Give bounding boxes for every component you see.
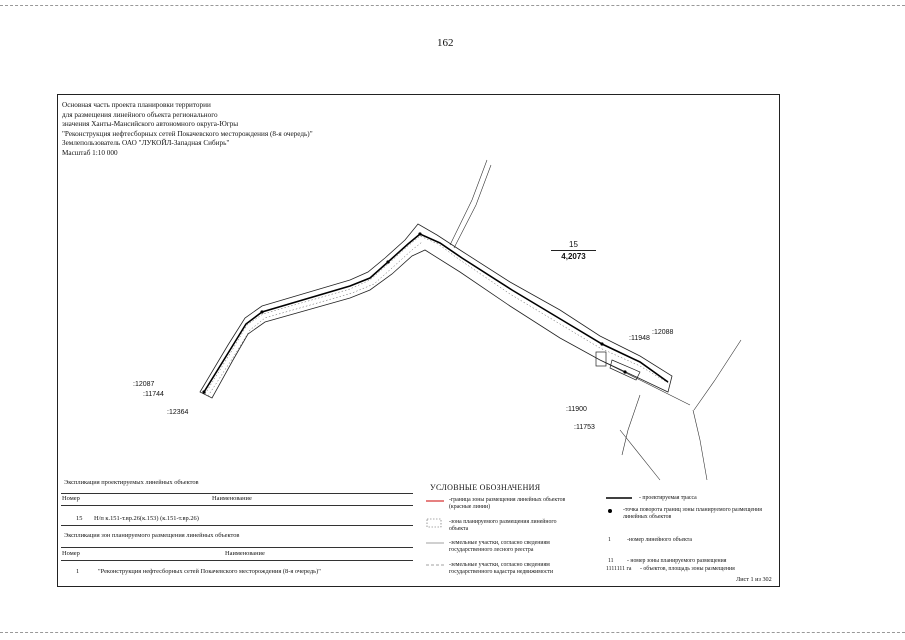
header-line: для размещения линейного объекта регионального [62, 110, 218, 119]
legend-symbols-left [424, 495, 446, 575]
col-number: Номер [62, 550, 80, 557]
divider [61, 525, 413, 526]
parcel-label: :11948 [629, 335, 650, 342]
zone-area: 4,2073 [561, 252, 586, 261]
zone-row-number: 1 [76, 568, 80, 575]
legend-symbol: 11 [608, 558, 614, 564]
legend-item: -номер линейного объекта [627, 537, 692, 543]
zone-number: 15 [551, 240, 596, 251]
page-number: 162 [437, 37, 454, 49]
col-number: Номер [62, 495, 80, 502]
parcel-label: :11753 [574, 424, 595, 431]
legend-item: -земельные участки, согласно сведениям государственного лесного реестра [449, 540, 550, 553]
scan-edge-top [0, 5, 905, 6]
zone-boundary [200, 224, 672, 398]
legend-item: -граница зоны размещения линейных объектов (красные линии) [449, 497, 566, 510]
col-name: Наименование [225, 550, 265, 557]
divider [61, 493, 413, 494]
col-name: Наименование [212, 495, 252, 502]
zone-plot-label [551, 240, 596, 261]
parcel-label: :12088 [652, 329, 674, 336]
legend-item: - объектов, площадь зоны размещения [640, 566, 735, 572]
header-line: значения Ханты-Мансийского автономного округа-Югры [62, 120, 239, 129]
legend-item: -точка поворота границ зоны планируемого размещения линейных объектов [623, 507, 762, 520]
legend-item: -зона планируемого размещения линейного объекта [449, 519, 557, 532]
header-line: Основная часть проекта планировки территории [62, 101, 211, 109]
legend-symbol: 1 [608, 537, 611, 543]
header-line: Землепользователь ОАО "ЛУКОЙЛ-Западная Сибирь" [62, 139, 230, 148]
header-line: Масштаб 1:10 000 [62, 148, 118, 157]
object-row-name: Н/п к.151-т.вр.26(к.153) (к.151-т.вр.26) [94, 515, 199, 522]
divider [61, 547, 413, 548]
explication-zones-title: Экспликация зон планируемого размещения линейных объектов [64, 532, 240, 539]
object-row-number: 15 [76, 515, 83, 522]
divider [61, 560, 413, 561]
legend-item: - номер зоны планируемого размещения [627, 558, 727, 564]
parcel-label: :11744 [143, 391, 164, 398]
zone-hatch [205, 236, 670, 396]
legend-item: - проектируемая трасса [639, 495, 697, 501]
parcel-label: :12364 [167, 409, 189, 416]
scan-edge-bottom [0, 632, 905, 633]
zone-row-name: "Реконструкция нефтесборных сетей Покачевского месторождения (8-я очередь)" [98, 568, 321, 575]
legend-symbol: 1111111 га [606, 566, 632, 572]
sheet-number: Лист 1 из 302 [736, 576, 772, 583]
divider [61, 505, 413, 506]
legend-item: -земельные участки, согласно сведениям государственного кадастра недвижимости [449, 562, 554, 575]
header-line: "Реконструкция нефтесборных сетей Покачевского месторождения (8-я очередь)" [62, 129, 313, 138]
projected-route [204, 234, 668, 392]
parcel-boundaries [450, 160, 741, 480]
legend-title: УСЛОВНЫЕ ОБОЗНАЧЕНИЯ [430, 483, 541, 492]
parcel-label: :11900 [566, 406, 587, 413]
explication-objects-title: Экспликация проектируемых линейных объектов [64, 479, 199, 486]
parcel-label: :12087 [133, 381, 155, 388]
